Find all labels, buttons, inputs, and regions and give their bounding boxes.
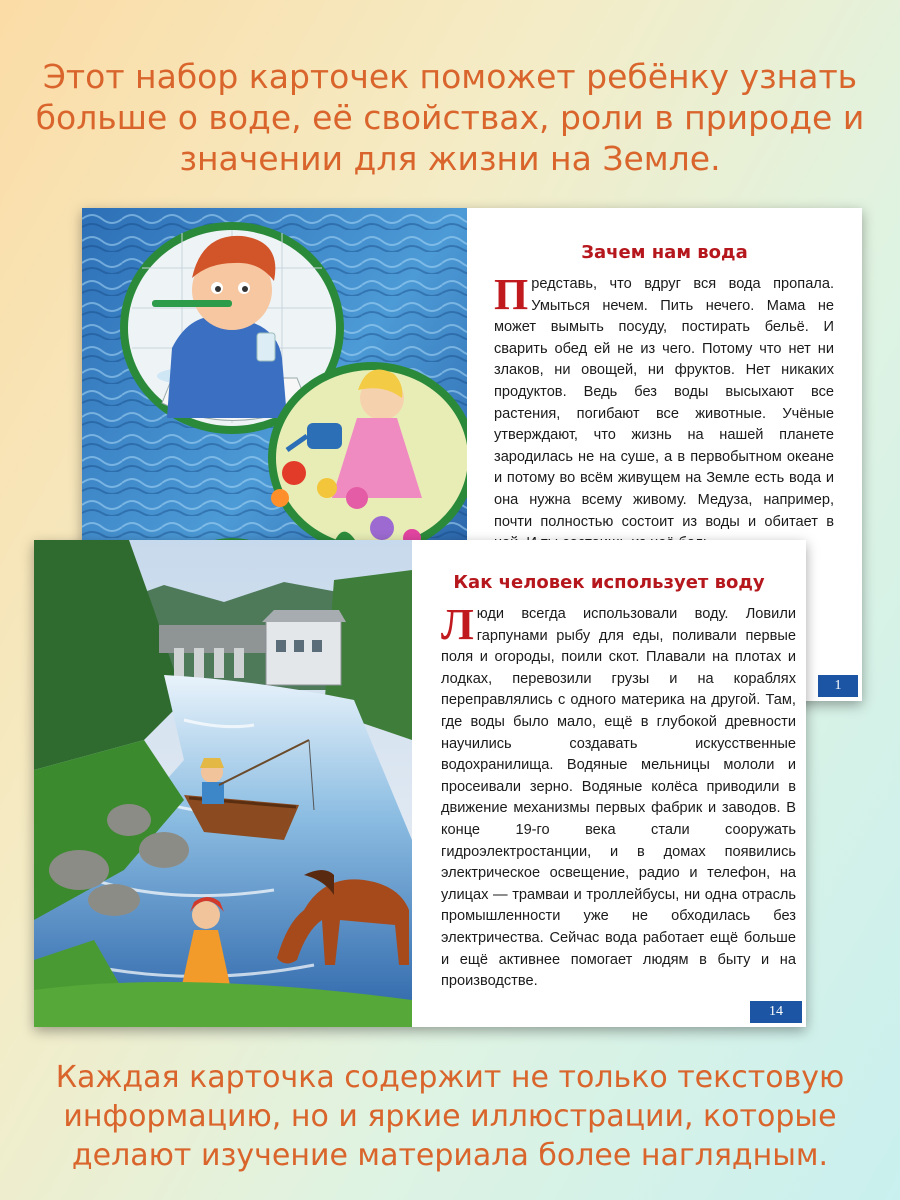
card-body-text: Люди всегда использовали воду. Ловили гарпунами рыбу для еды, поливали первые поля и огороды, поили скот. Плавали на плотах и лодках, перевозили грузы и на кораблях переправлялись с одного материка на другой. Там, где воды было мало, ещё в глубокой древности научились создавать искусственные водохранилища. Водяные мельницы мололи и просеивали зерно. Водяные колёса приводили в движение механизмы первых фабрик и заводов. В конце 19-го века стали сооружать гидроэлектростанции, и в домах появились электрическое освещение, радио и телефон, на улицах — трамваи и троллейбусы, ни одна отрасль промышленности уже не обходилась без электричества. Сейчас вода работает ещё больше и ещё активнее помогает людям в быту и на производстве. [441, 600, 796, 990]
bottom-headline: Каждая карточка содержит не только текстовую информацию, но и яркие иллюстрации, которые делают изучение материала более наглядным. [55, 1060, 845, 1173]
illustration-river-dam-fishing [34, 540, 412, 1027]
card-body-text: Представь, что вдруг вся вода пропала. Умыться нечем. Пить нечего. Мама не может вымыть посуду, постирать бельё. И сварить обед ей не из чего. Потому что нет ни злаков, ни овощей, ни фруктов. Нет никаких продуктов. Ведь без воды высыхают все растения, погибают все животные. Учёные утверждают, что жизнь на нашей планете зародилась не на суше, а в первобытном океане и потому во всём живущем на Земле есть вода и она нужна всему живому. Медуза, например, почти полностью состоит из воды и обитает в [494, 270, 834, 530]
top-headline: Этот набор карточек поможет ребёнку узнать больше о воде, её свойствах, роли в природе и значении для жизни на Земле. [35, 57, 865, 178]
page-number-badge [818, 675, 858, 697]
card-how-people-use-water [34, 540, 806, 1027]
card-title: Зачем нам вода [581, 242, 748, 263]
page-number-badge [750, 1001, 802, 1023]
page-number: 1 [834, 678, 842, 693]
card-title: Как человек использует воду [453, 572, 765, 593]
page-number: 14 [769, 1004, 783, 1019]
